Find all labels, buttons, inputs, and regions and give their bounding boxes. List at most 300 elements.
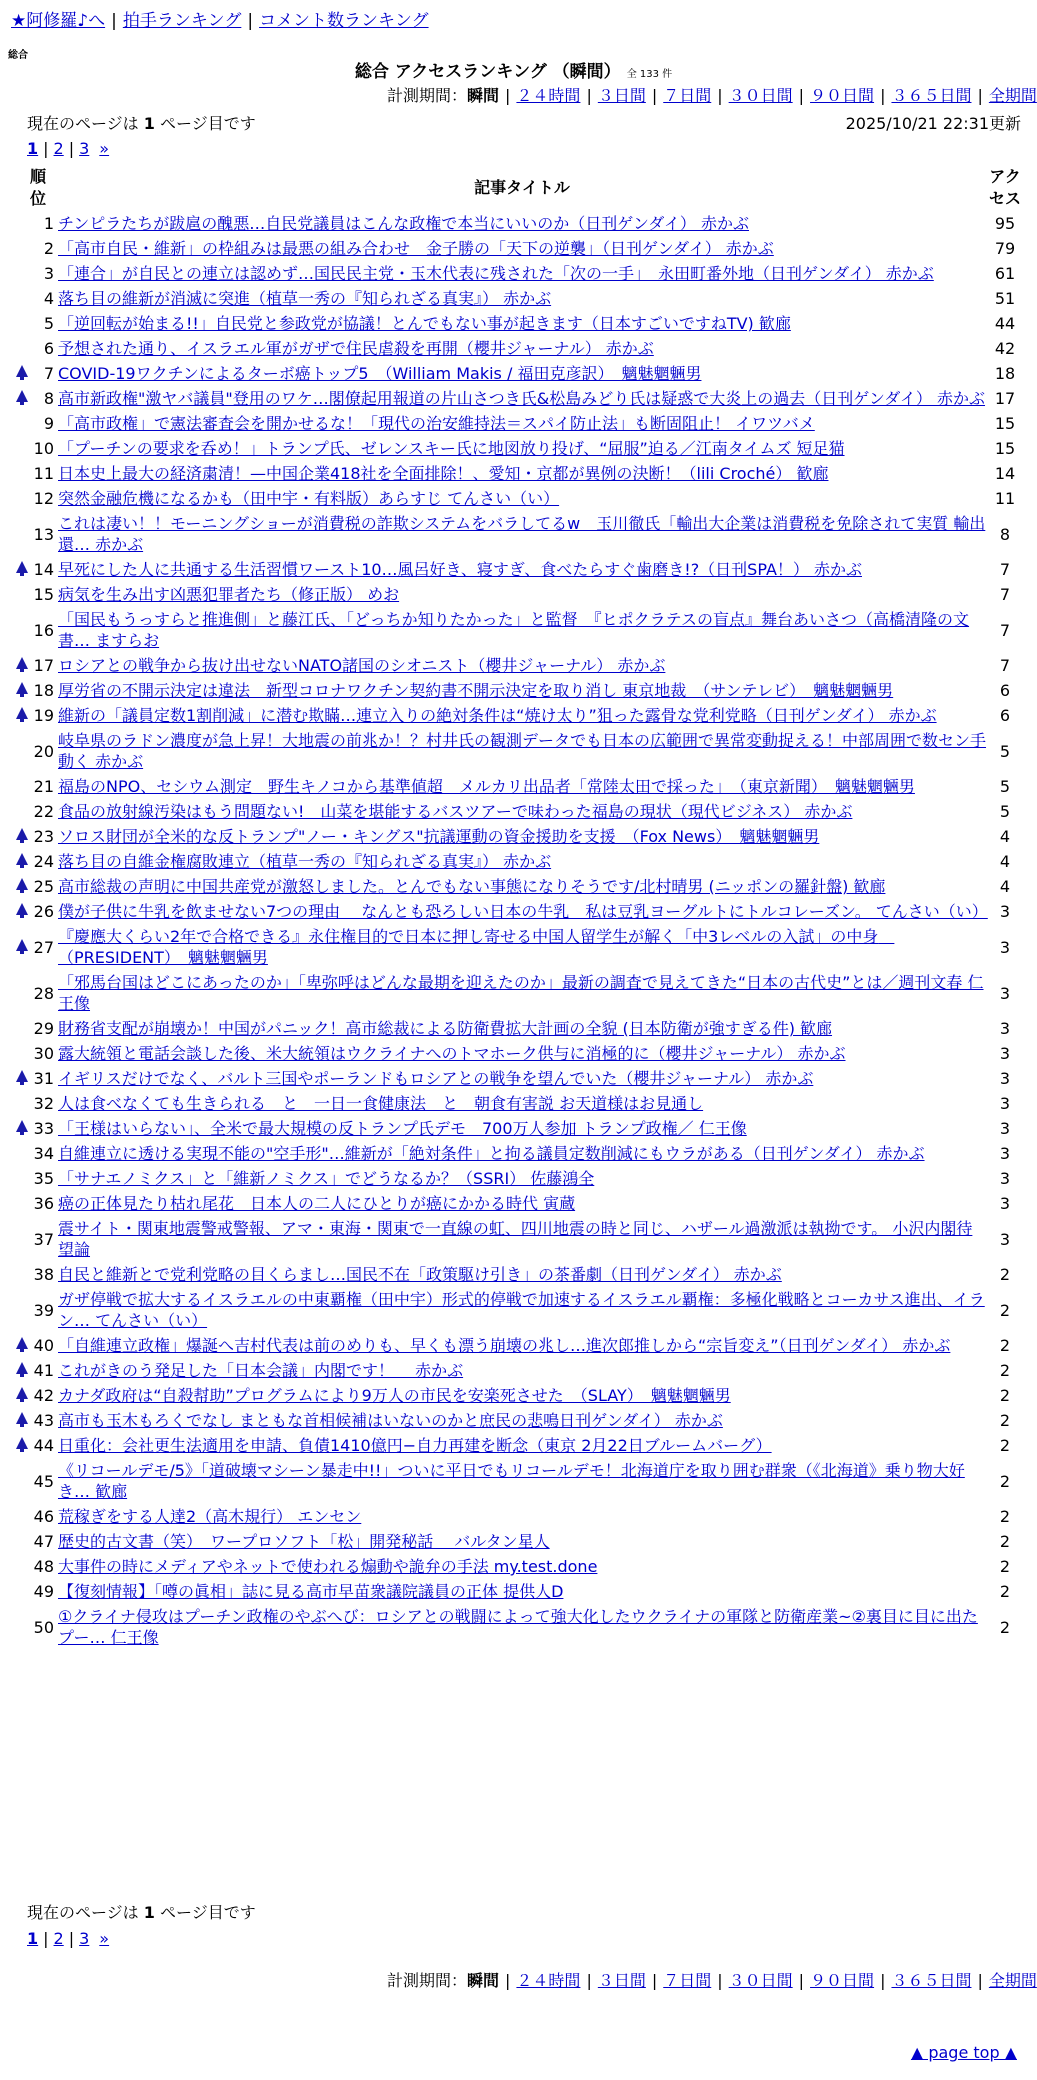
article-title-link[interactable]: チンピラたちが跋扈の醜悪…自民党議員はこんな政権で本当にいいのか（日刊ゲンダイ） 赤かぶ [58, 214, 750, 233]
article-title-cell [58, 235, 986, 260]
rank-change-cell [16, 260, 30, 285]
access-count: 3 [999, 1019, 1011, 1038]
rank-change-cell [16, 235, 30, 260]
article-title-link[interactable]: 『慶應大くらい2年で合格できる』永住権目的で日本に押し寄せる中国人留学生が解く「中3レベルの入試」の中身 （PRESIDENT） 魑魅魍魎男 [58, 927, 895, 967]
access-count: 2 [999, 1557, 1011, 1576]
article-title-link[interactable]: これは凄い！！モーニングショーが消費税の詐欺システムをバラしてるw 玉川徹氏「輸出大企業は消費税を免除されて実質 輸出還… 赤かぶ [58, 514, 986, 554]
article-title-cell [58, 1090, 986, 1115]
article-title-cell [58, 1432, 986, 1457]
article-title-cell [58, 485, 986, 510]
table-row [16, 1603, 1024, 1649]
table-row [16, 1432, 1024, 1457]
article-title-link[interactable]: 厚労省の不開示決定は違法 新型コロナワクチン契約書不開示決定を取り消し 東京地裁 （サンテレビ） 魑魅魍魎男 [58, 681, 894, 700]
access-count: 3 [999, 1194, 1011, 1213]
rank-up-arrow-icon [16, 561, 28, 573]
table-row [16, 823, 1024, 848]
rank-up-arrow-icon [16, 365, 28, 377]
access-count: 2 [999, 1507, 1011, 1526]
table-row [16, 1503, 1024, 1528]
article-title-link[interactable]: 「サナエノミクス」と「維新ノミクス」でどうなるか？（SSRI） 佐藤鴻全 [58, 1169, 595, 1188]
rank-change-cell [16, 1603, 30, 1649]
rank-number: 10 [33, 439, 54, 458]
rank-change-cell [16, 510, 30, 556]
article-title-link[interactable]: ロシアとの戦争から抜け出せないNATO諸国のシオニスト（櫻井ジャーナル） 赤かぶ [58, 656, 666, 675]
rank-number: 12 [33, 489, 54, 508]
page-info-bottom [27, 1902, 256, 1924]
article-title-link[interactable]: 自維連立に透ける実現不能の"空手形"…維新が「絶対条件」と拘る議員定数削減にもウラがある（日刊ゲンダイ） 赤かぶ [58, 1144, 925, 1163]
article-title-cell [58, 652, 986, 677]
article-title-link[interactable]: 食品の放射線汚染はもう問題ない! 山菜を堪能するバスツアーで味わった福島の現状（現代ビジネス） 赤かぶ [58, 802, 853, 821]
article-title-cell [58, 385, 986, 410]
table-row [16, 335, 1024, 360]
rank-change-cell [16, 702, 30, 727]
table-row [16, 360, 1024, 385]
header-title: 記事タイトル [474, 178, 570, 197]
article-title-cell [58, 1553, 986, 1578]
access-count: 15 [994, 414, 1016, 433]
access-count: 6 [999, 706, 1011, 725]
rank-change-cell [16, 1215, 30, 1261]
total-count: 全 133 件 [626, 69, 673, 80]
article-title-link[interactable]: 震サイト・関東地震警戒警報、アマ・東海・関東で一直線の虹、四川地震の時と同じ、ハザール過激派は執拗です。 小沢内閣待望論 [58, 1219, 973, 1259]
access-count: 2 [999, 1265, 1011, 1284]
rank-change-cell [16, 581, 30, 606]
pager: 1 | 2 | 3 » [27, 139, 110, 158]
article-title-cell [58, 702, 986, 727]
article-title-link[interactable]: 癌の正体見たり枯れ尾花 日本人の二人にひとりが癌にかかる時代 寅蔵 [58, 1194, 576, 1213]
article-title-cell [58, 969, 986, 1015]
period-option-5[interactable]: ９０日間 [810, 86, 875, 105]
rank-change-cell [16, 652, 30, 677]
rank-change-cell [16, 485, 30, 510]
article-title-cell [58, 285, 986, 310]
access-count: 42 [994, 339, 1016, 358]
article-title-link[interactable]: これがきのう発足した「日本会議」内閣です！ 赤かぶ [58, 1361, 464, 1380]
pager-next[interactable]: » [99, 139, 110, 158]
nav-link-comment-ranking[interactable]: コメント数ランキング [259, 11, 429, 31]
period-separator: | [651, 1971, 658, 1990]
period-separator: | [880, 86, 886, 105]
rank-number: 39 [33, 1300, 54, 1320]
article-title-link[interactable]: 露大統領と電話会談した後、米大統領はウクライナへのトマホーク供与に消極的に（櫻井ジャーナル） 赤かぶ [58, 1044, 846, 1063]
rank-number: 27 [33, 937, 54, 957]
rank-change-cell [16, 773, 30, 798]
article-title-link[interactable]: 落ち目の維新が消滅に突進（植草一秀の『知られざる真実』） 赤かぶ [58, 289, 552, 308]
article-title-cell [58, 1190, 986, 1215]
rank-number: 3 [43, 264, 54, 283]
access-count: 2 [999, 1300, 1011, 1320]
article-title-link[interactable]: 病気を生み出す凶悪犯罪者たち（修正版） めお [58, 585, 400, 604]
rank-up-arrow-icon [16, 853, 28, 865]
rank-number: 7 [43, 364, 54, 383]
access-count: 5 [999, 777, 1011, 796]
rank-change-cell [16, 1190, 30, 1215]
article-title-cell [58, 1528, 986, 1553]
rank-number: 34 [33, 1144, 54, 1163]
table-row [16, 1215, 1024, 1261]
rank-change-cell [16, 823, 30, 848]
pager-page-3[interactable]: 3 [79, 1929, 90, 1948]
rank-up-arrow-icon [16, 939, 28, 951]
access-count: 4 [999, 877, 1011, 896]
article-title-cell [58, 798, 986, 823]
access-count: 2 [999, 1617, 1011, 1637]
ranking-table [16, 166, 1024, 1649]
access-count: 6 [999, 681, 1011, 700]
article-title-link[interactable]: 早死にした人に共通する生活習慣ワースト10…風呂好き、寝すぎ、食べたらすぐ歯磨き!?（日刊SPA！） 赤かぶ [58, 560, 862, 579]
access-count: 3 [999, 1094, 1011, 1113]
rank-number: 40 [33, 1336, 54, 1355]
period-option-7[interactable]: 全期間 [988, 86, 1037, 105]
table-row [16, 1190, 1024, 1215]
access-count: 2 [999, 1471, 1011, 1491]
rank-change-cell [16, 1286, 30, 1332]
period-option-6[interactable]: ３６５日間 [891, 1971, 972, 1990]
rank-number: 8 [43, 389, 54, 408]
table-row [16, 1090, 1024, 1115]
access-count: 2 [999, 1336, 1011, 1355]
article-title-cell [58, 1332, 986, 1357]
access-count: 79 [994, 239, 1016, 258]
period-separator: | [586, 86, 592, 105]
table-row [16, 1261, 1024, 1286]
period-separator: | [717, 1971, 723, 1990]
rank-number: 43 [33, 1411, 54, 1430]
rank-number: 5 [43, 314, 54, 333]
article-title-link[interactable]: ①クライナ侵攻はプーチン政権のやぶへび：ロシアとの戦闘によって強大化したウクライナの軍隊と防衛産業~②裏目に目に出たプー… 仁王像 [58, 1607, 978, 1647]
period-separator: | [717, 86, 723, 105]
page-title-block [0, 60, 1027, 87]
period-option-0: 瞬間 [467, 86, 500, 105]
table-row [16, 510, 1024, 556]
access-count: 4 [999, 827, 1011, 846]
period-separator: | [798, 86, 805, 105]
article-title-cell [58, 873, 986, 898]
updated-timestamp: 2025/10/21 22:31更新 [845, 114, 1021, 133]
nav-separator: | [247, 11, 254, 31]
article-title-link[interactable]: 僕が子供に牛乳を飲ませない7つの理由 なんとも恐ろしい日本の牛乳 私は豆乳ヨーグルトにトルコレーズン。 てんさい（い） [58, 902, 988, 921]
period-option-3[interactable]: ７日間 [663, 1971, 712, 1990]
article-title-link[interactable]: 「高市自民・維新」の枠組みは最悪の組み合わせ 金子勝の「天下の逆襲」（日刊ゲンダイ） 赤かぶ [58, 239, 774, 258]
pager-page-3[interactable]: 3 [79, 139, 90, 158]
table-row [16, 1140, 1024, 1165]
article-title-link[interactable]: 高市新政権"激ヤバ議員"登用のワケ…閣僚起用報道の片山さつき氏&松島みどり氏は疑惑で大炎上の過去（日刊ゲンダイ） 赤かぶ [58, 389, 986, 408]
rank-change-cell [16, 1040, 30, 1065]
nav-link-asyura[interactable]: ★阿修羅♪へ [11, 11, 106, 31]
article-title-link[interactable]: 歴史的古文書（笑） ワープロソフト「松」開発秘話 バルタン星人 [58, 1532, 550, 1551]
rank-number: 36 [33, 1194, 54, 1213]
rank-up-arrow-icon [16, 1412, 28, 1424]
table-row [16, 581, 1024, 606]
article-title-link[interactable]: 「プーチンの要求を呑め！」トランプ氏、ゼレンスキー氏に地図放り投げ、“屈服”迫る／江南タイムズ 短足猫 [58, 439, 845, 458]
rank-number: 14 [33, 560, 54, 579]
rank-change-cell [16, 1165, 30, 1190]
article-title-link[interactable]: 荒稼ぎをする人達2（高木規行） エンセン [58, 1507, 362, 1526]
period-separator: | [505, 1971, 511, 1990]
rank-change-cell [16, 677, 30, 702]
access-count: 17 [994, 389, 1016, 408]
rank-number: 16 [33, 620, 54, 640]
header-access: アクセス [988, 167, 1021, 208]
table-row [16, 1407, 1024, 1432]
article-title-cell [58, 435, 986, 460]
article-title-cell [58, 677, 986, 702]
access-count: 2 [999, 1386, 1011, 1405]
table-row [16, 898, 1024, 923]
rank-number: 49 [33, 1582, 54, 1601]
table-row [16, 1382, 1024, 1407]
article-title-link[interactable]: カナダ政府は“自殺幇助”プログラムにより9万人の市民を安楽死させた （SLAY） 魑魅魍魎男 [58, 1386, 731, 1405]
article-title-cell [58, 923, 986, 969]
rank-change-cell [16, 1382, 30, 1407]
rank-number: 31 [33, 1069, 54, 1088]
access-count: 2 [999, 1411, 1011, 1430]
article-title-link[interactable]: 「邪馬台国はどこにあったのか」「卑弥呼はどんな最期を迎えたのか」最新の調査で見えてきた“日本の古代史”とは／週刊文春 仁王像 [58, 973, 984, 1013]
table-row [16, 1332, 1024, 1357]
article-title-cell [58, 1382, 986, 1407]
article-title-link[interactable]: 【復刻情報】「噂の眞相」誌に見る高市早苗衆議院議員の正体 提供人D [58, 1582, 564, 1601]
pager-current-page[interactable]: 1 [27, 1929, 39, 1948]
article-title-link[interactable]: 「高市政権」で憲法審査会を開かせるな！「現代の治安維持法＝スパイ防止法」も断固阻止！ イワツバメ [58, 414, 815, 433]
access-count: 5 [999, 802, 1011, 821]
table-row [16, 485, 1024, 510]
rank-change-cell [16, 969, 30, 1015]
rank-change-cell [16, 360, 30, 385]
access-count: 3 [999, 983, 1011, 1003]
rank-change-cell [16, 335, 30, 360]
category-label: 総合 [8, 50, 28, 61]
rank-number: 42 [33, 1386, 54, 1405]
table-row [16, 1357, 1024, 1382]
rank-change-cell [16, 210, 30, 235]
article-title-link[interactable]: 落ち目の自維金権腐敗連立（植草一秀の『知られざる真実』） 赤かぶ [58, 852, 552, 871]
table-row [16, 1528, 1024, 1553]
rank-number: 48 [33, 1557, 54, 1576]
pager-next[interactable]: » [99, 1929, 110, 1948]
rank-number: 35 [33, 1169, 54, 1188]
period-option-7[interactable]: 全期間 [988, 1971, 1037, 1990]
table-row [16, 677, 1024, 702]
table-row [16, 1165, 1024, 1190]
table-row [16, 285, 1024, 310]
top-nav [11, 10, 429, 32]
table-row [16, 435, 1024, 460]
article-title-cell [58, 1215, 986, 1261]
table-row [16, 873, 1024, 898]
ranking-header-row [16, 166, 1024, 210]
article-title-cell [58, 1407, 986, 1432]
table-row [16, 385, 1024, 410]
page-top-link[interactable]: ▲ page top ▲ [910, 2043, 1017, 2062]
article-title-link[interactable]: 予想された通り、イスラエル軍がガザで住民虐殺を再開（櫻井ジャーナル） 赤かぶ [58, 339, 654, 358]
article-title-link[interactable]: 「王様はいらない」、全米で最大規模の反トランプ氏デモ 700万人参加 トランプ政権／ 仁王像 [58, 1119, 747, 1138]
article-title-cell [58, 1065, 986, 1090]
access-count: 7 [999, 620, 1011, 640]
pager-page-2[interactable]: 2 [53, 1929, 64, 1948]
article-title-cell [58, 260, 986, 285]
article-title-link[interactable]: 日重化：会社更生法適用を申請、負債1410億円−自力再建を断念（東京 2月22日ブルームバーグ） [58, 1436, 772, 1455]
period-option-3[interactable]: ７日間 [663, 86, 712, 105]
rank-change-cell [16, 1140, 30, 1165]
table-row [16, 798, 1024, 823]
rank-number: 47 [33, 1532, 54, 1551]
article-title-cell [58, 1015, 986, 1040]
table-row [16, 556, 1024, 581]
table-row [16, 460, 1024, 485]
rank-change-cell [16, 848, 30, 873]
period-option-5[interactable]: ９０日間 [810, 1971, 875, 1990]
article-title-link[interactable]: COVID-19ワクチンによるターボ癌トップ5 （William Makis / 福田克彦訳） 魑魅魍魎男 [58, 364, 702, 383]
article-title-cell [58, 1286, 986, 1332]
period-selector-bottom [387, 1970, 1037, 1992]
period-separator: | [586, 1971, 592, 1990]
table-row [16, 310, 1024, 335]
access-count: 7 [999, 585, 1011, 604]
page-info-number: 1 [143, 1903, 155, 1922]
table-row [16, 606, 1024, 652]
table-row [16, 923, 1024, 969]
table-row [16, 1286, 1024, 1332]
rank-change-cell [16, 1261, 30, 1286]
page-info-number: 1 [143, 114, 155, 133]
rank-change-cell [16, 1065, 30, 1090]
pager-bottom: 1 | 2 | 3 » [27, 1929, 110, 1948]
rank-number: 33 [33, 1119, 54, 1138]
rank-number: 21 [33, 777, 54, 796]
rank-change-cell [16, 1578, 30, 1603]
access-count: 8 [999, 524, 1011, 544]
article-title-link[interactable]: 高市総裁の声明に中国共産党が激怒しました。とんでもない事態になりそうです/北村晴男 (ニッポンの羅針盤) 歓廊 [58, 877, 886, 896]
rank-change-cell [16, 285, 30, 310]
article-title-link[interactable]: 高市も玉木もろくでなし まともな首相候補はいないのかと庶民の悲鳴日刊ゲンダイ） 赤かぶ [58, 1411, 723, 1430]
period-option-1[interactable]: ２４時間 [516, 1971, 581, 1990]
article-title-cell [58, 510, 986, 556]
article-title-cell [58, 1457, 986, 1503]
article-title-link[interactable]: イギリスだけでなく、バルト三国やポーランドもロシアとの戦争を望んでいた（櫻井ジャーナル） 赤かぶ [58, 1069, 814, 1088]
rank-change-cell [16, 727, 30, 773]
article-title-link[interactable]: 突然金融危機になるかも（田中宇・有料版）あらすじ てんさい（い） [58, 489, 560, 508]
rank-number: 20 [33, 741, 54, 761]
table-row [16, 727, 1024, 773]
access-count: 15 [994, 439, 1016, 458]
article-title-link[interactable]: ソロス財団が全米的な反トランプ"ノー・キングス"抗議運動の資金援助を支援 （Fox News） 魑魅魍魎男 [58, 827, 820, 846]
access-count: 3 [999, 1069, 1011, 1088]
rank-number: 44 [33, 1436, 54, 1455]
article-title-link[interactable]: 《リコールデモ/5》「道破壊マシーン暴走中!!」ついに平日でもリコールデモ！北海道庁を取り囲む群衆（《北海道》乗り物大好き… 歓廊 [58, 1461, 965, 1501]
article-title-link[interactable]: 人は食べなくても生きられる と 一日一食健康法 と 朝食有害説 お天道様はお見通し [58, 1094, 704, 1113]
article-title-cell [58, 1115, 986, 1140]
period-option-0: 瞬間 [467, 1971, 500, 1990]
access-count: 44 [994, 314, 1016, 333]
pager-current-page[interactable]: 1 [27, 139, 39, 158]
article-title-link[interactable]: 自民と維新とで党利党略の目くらまし…国民不在「政策駆け引き」の茶番劇（日刊ゲンダイ） 赤かぶ [58, 1265, 782, 1284]
rank-number: 13 [33, 524, 54, 544]
table-row [16, 848, 1024, 873]
table-row [16, 260, 1024, 285]
header-rank: 順位 [30, 167, 47, 208]
article-title-link[interactable]: 財務省支配が崩壊か！中国がパニック！高市総裁による防衛費拡大計画の全貌 (日本防衛が強すぎる件) 歓廊 [58, 1019, 833, 1038]
article-title-link[interactable]: 岐阜県のラドン濃度が急上昇！大地震の前兆か！？村井氏の観測データでも日本の広範囲で異常変動捉える！中部周囲で数セン手動く 赤かぶ [58, 731, 987, 771]
article-title-cell [58, 773, 986, 798]
rank-change-cell [16, 1432, 30, 1457]
access-count: 2 [999, 1436, 1011, 1455]
period-option-4[interactable]: ３０日間 [728, 86, 793, 105]
period-separator: | [505, 86, 511, 105]
table-row [16, 1015, 1024, 1040]
article-title-link[interactable]: 日本史上最大の経済粛清！—中国企業418社を全面排除！、愛知・京都が異例の決断！（lili Croché） 歓廊 [58, 464, 829, 483]
access-count: 3 [999, 1044, 1011, 1063]
table-row [16, 652, 1024, 677]
page-info-suffix: ページ目です [160, 1903, 256, 1922]
rank-number: 9 [43, 414, 54, 433]
rank-number: 2 [43, 239, 54, 258]
access-count: 3 [999, 1169, 1011, 1188]
rank-up-arrow-icon [16, 1437, 28, 1449]
page-info [27, 113, 256, 135]
rank-change-cell [16, 1357, 30, 1382]
access-count: 2 [999, 1582, 1011, 1601]
article-title-link[interactable]: 福島のNPO、セシウム測定 野生キノコから基準値超 メルカリ出品者「常陸太田で採った」 （東京新聞） 魑魅魍魎男 [58, 777, 915, 796]
article-title-cell [58, 335, 986, 360]
access-count: 3 [999, 1119, 1011, 1138]
period-separator: | [977, 86, 983, 105]
rank-change-cell [16, 1090, 30, 1115]
access-count: 2 [999, 1361, 1011, 1380]
rank-up-arrow-icon [16, 1070, 28, 1082]
rank-number: 38 [33, 1265, 54, 1284]
page-title: 総合 アクセスランキング （瞬間） [354, 62, 621, 82]
period-option-4[interactable]: ３０日間 [728, 1971, 793, 1990]
article-title-link[interactable]: ガザ停戦で拡大するイスラエルの中東覇権（田中宇）形式的停戦で加速するイスラエル覇権：多極化戦略とコーカサス進出、イラン… てんさい（い） [58, 1290, 985, 1330]
table-row [16, 1457, 1024, 1503]
rank-number: 32 [33, 1094, 54, 1113]
period-option-2[interactable]: ３日間 [597, 86, 646, 105]
rank-change-cell [16, 873, 30, 898]
rank-number: 37 [33, 1229, 54, 1249]
table-row [16, 1578, 1024, 1603]
article-title-cell [58, 1040, 986, 1065]
article-title-link[interactable]: 「連合」が自民との連立は認めず…国民民主党・玉木代表に残された「次の一手」 永田町番外地（日刊ゲンダイ） 赤かぶ [58, 264, 934, 283]
access-count: 4 [999, 852, 1011, 871]
period-option-1[interactable]: ２４時間 [516, 86, 581, 105]
article-title-cell [58, 1165, 986, 1190]
pager-page-2[interactable]: 2 [53, 139, 64, 158]
rank-number: 45 [33, 1471, 54, 1491]
article-title-link[interactable]: 維新の「議員定数1割削減」に潜む欺瞞…連立入りの絶対条件は“焼け太り”狙った露骨な党利党略（日刊ゲンダイ） 赤かぶ [58, 706, 937, 725]
access-count: 3 [999, 902, 1011, 921]
rank-number: 22 [33, 802, 54, 821]
access-count: 14 [994, 464, 1016, 483]
article-title-cell [58, 898, 986, 923]
access-count: 95 [994, 214, 1016, 233]
article-title-link[interactable]: 大事件の時にメディアやネットで使われる煽動や詭弁の手法 my.test.done [58, 1557, 598, 1576]
article-title-link[interactable]: 「自維連立政権」爆誕へ吉村代表は前のめりも、早くも漂う崩壊の兆し…進次郎推しから“宗旨変え”（日刊ゲンダイ） 赤かぶ [58, 1336, 951, 1355]
rank-change-cell [16, 606, 30, 652]
article-title-link[interactable]: 「逆回転が始まる!!」自民党と参政党が協議！とんでもない事が起きます（日本すごいですねTV) 歓廊 [58, 314, 791, 333]
period-option-6[interactable]: ３６５日間 [891, 86, 972, 105]
period-separator: | [651, 86, 658, 105]
rank-up-arrow-icon [16, 707, 28, 719]
rank-change-cell [16, 435, 30, 460]
period-selector [387, 85, 1037, 107]
article-title-cell [58, 460, 986, 485]
nav-link-applause-ranking[interactable]: 拍手ランキング [122, 11, 242, 31]
period-option-2[interactable]: ３日間 [597, 1971, 646, 1990]
rank-number: 19 [33, 706, 54, 725]
article-title-cell [58, 360, 986, 385]
article-title-link[interactable]: 「国民もうっすらと推進側」と藤江氏、「どっちか知りたかった」と監督 『ヒポクラテスの盲点』舞台あいさつ（高橋清隆の文書… ますらお [58, 610, 970, 650]
period-separator: | [977, 1971, 983, 1990]
